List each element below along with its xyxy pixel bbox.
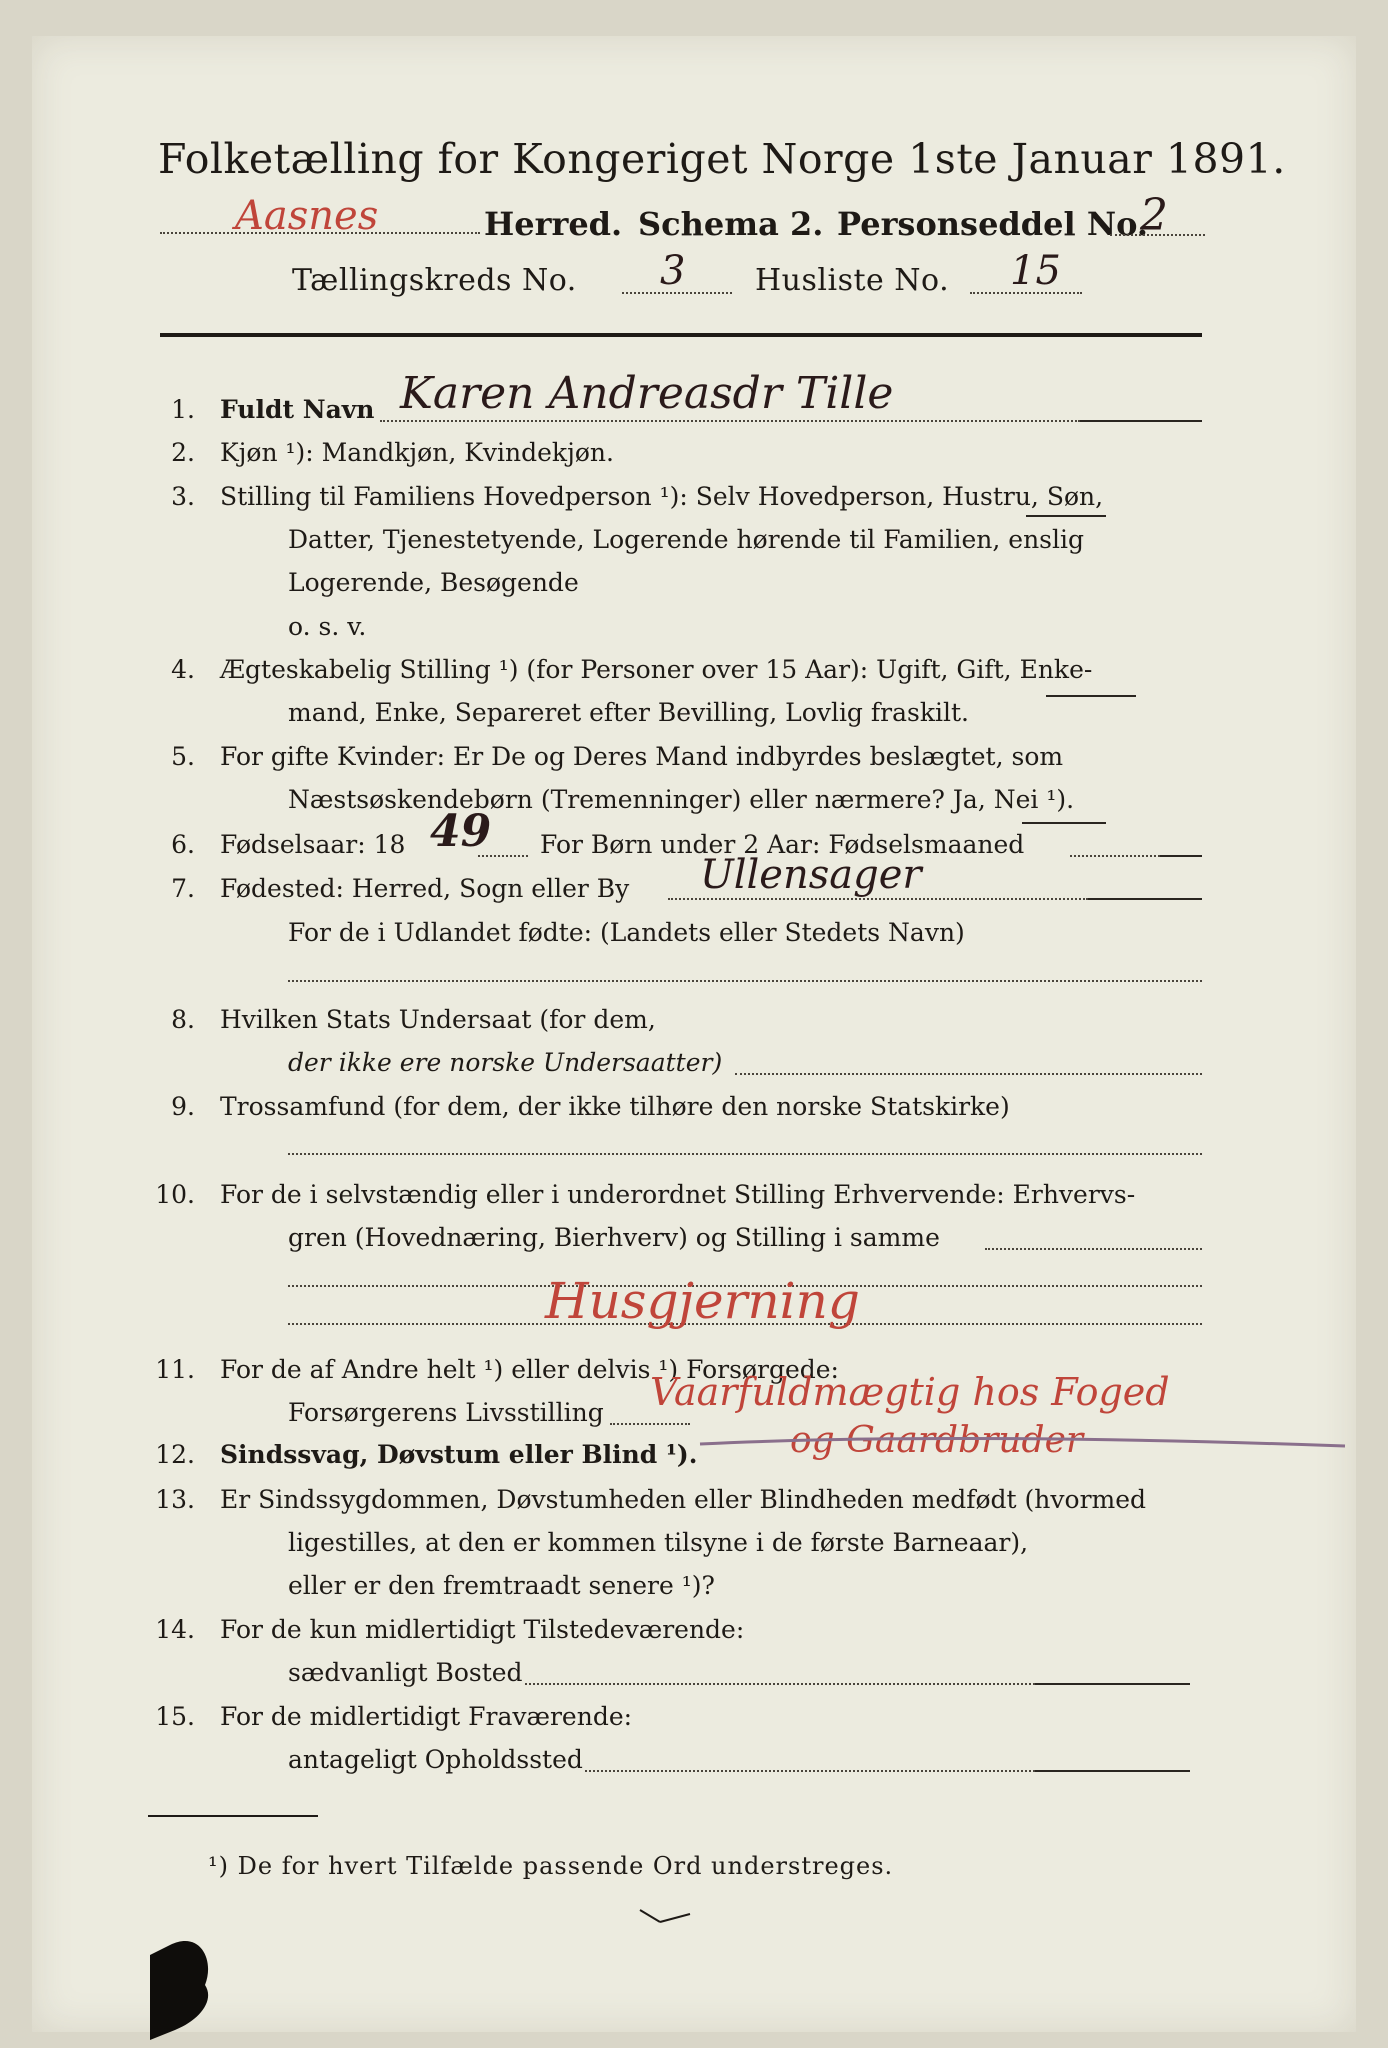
item-14-line-1: For de kun midlertidigt Tilstedeværende: (220, 1615, 745, 1644)
item-11-line-2: Forsørgerens Livsstilling (288, 1398, 604, 1427)
item-5-line-2: Næstsøskendebørn (Tremenninger) eller nærmere? Ja, Nei ¹). (288, 785, 1075, 814)
item-number: 7. (171, 874, 195, 903)
provider-occupation-answer: Vaarfuldmægtig hos Foged (650, 1370, 1170, 1414)
kreds-number: 3 (660, 248, 686, 294)
item-8-line-1: Hvilken Stats Undersaat (for dem, (220, 1005, 656, 1034)
item-number: 9. (171, 1092, 195, 1121)
item-15-line-2: antageligt Opholdssted (288, 1745, 583, 1774)
item-2-text: Kjøn ¹): Mandkjøn, Kvindekjøn. (220, 438, 614, 467)
item-number: 8. (171, 1005, 195, 1034)
birthplace-answer: Ullensager (700, 852, 922, 898)
item-number: 1. (171, 395, 195, 424)
item-4-line-2: mand, Enke, Separeret efter Bevilling, Lovlig fraskilt. (288, 698, 969, 727)
item-number: 5. (171, 742, 195, 771)
item-13-line-3: eller er den fremtraadt senere ¹)? (288, 1571, 715, 1600)
item-11-line-1: For de af Andre helt ¹) eller delvis ¹) Forsørgede: (220, 1355, 839, 1384)
item-6-birthyear-label: Fødselsaar: 18 (220, 830, 406, 859)
item-7-abroad-label: For de i Udlandet fødte: (Landets eller Stedets Navn) (288, 918, 965, 947)
item-3-line-3: Logerende, Besøgende (288, 568, 579, 597)
item-14-line-2: sædvanligt Bosted (288, 1658, 523, 1687)
item-10-line-2: gren (Hovednæring, Bierhverv) og Stilling i samme (288, 1223, 940, 1252)
item-number: 2. (171, 438, 195, 467)
item-9-text: Trossamfund (for dem, der ikke tilhøre den norske Statskirke) (220, 1092, 1010, 1121)
item-number: 6. (171, 830, 195, 859)
item-13-line-1: Er Sindssygdommen, Døvstumheden eller Blindheden medfødt (hvormed (220, 1485, 1147, 1514)
personseddel-number: 2 (1140, 190, 1168, 241)
item-10-line-1: For de i selvstændig eller i underordnet Stilling Erhvervende: Erhvervs- (220, 1180, 1136, 1209)
item-3-line-1: Stilling til Familiens Hovedperson ¹): Selv Hovedperson, Hustru, Søn, (220, 482, 1104, 511)
schema-label: Schema 2. (638, 205, 824, 243)
item-number: 11. (155, 1355, 195, 1384)
husliste-label: Husliste No. (755, 263, 950, 298)
item-3-line-4: o. s. v. (288, 612, 367, 641)
item-12-text: Sindssvag, Døvstum eller Blind ¹). (220, 1440, 698, 1469)
item-number: 4. (171, 655, 195, 684)
item-4-line-1: Ægteskabelig Stilling ¹) (for Personer over 15 Aar): Ugift, Gift, Enke- (220, 655, 1093, 684)
item-number: 15. (155, 1702, 195, 1731)
item-15-line-1: For de midlertidigt Fraværende: (220, 1702, 633, 1731)
kreds-label: Tællingskreds No. (292, 263, 577, 298)
form-title: Folketælling for Kongeriget Norge 1ste Januar 1891. (158, 135, 1286, 183)
item-number: 13. (155, 1485, 195, 1514)
item-13-line-2: ligestilles, at den er kommen tilsyne i de første Barneaar), (288, 1528, 1029, 1557)
item-number: 12. (155, 1440, 195, 1469)
item-1-label: Fuldt Navn (220, 395, 375, 424)
item-number: 10. (155, 1180, 195, 1209)
herred-label: Herred. (484, 205, 623, 243)
item-number: 14. (155, 1615, 195, 1644)
footnote: ¹) De for hvert Tilfælde passende Ord understreges. (208, 1852, 894, 1880)
item-3-line-2: Datter, Tjenestetyende, Logerende hørende til Familien, enslig (288, 525, 1085, 554)
personseddel-label: Personseddel No. (837, 205, 1148, 243)
item-6-month-label: For Børn under 2 Aar: Fødselsmaaned (540, 830, 1025, 859)
husliste-number: 15 (1010, 248, 1061, 294)
item-number: 3. (171, 482, 195, 511)
herred-name-handwritten: Aasnes (235, 193, 379, 239)
item-8-line-2: der ikke ere norske Undersaatter) (288, 1048, 723, 1077)
occupation-answer: Husgjerning (545, 1272, 860, 1330)
item-7-birthplace-label: Fødested: Herred, Sogn eller By (220, 874, 630, 903)
birth-year-answer: 49 (430, 806, 492, 857)
item-5-line-1: For gifte Kvinder: Er De og Deres Mand indbyrdes beslægtet, som (220, 742, 1064, 771)
full-name-answer: Karen Andreasdr Tille (400, 368, 894, 419)
provider-occupation-answer-line-2: og Gaardbruder (790, 1420, 1084, 1461)
